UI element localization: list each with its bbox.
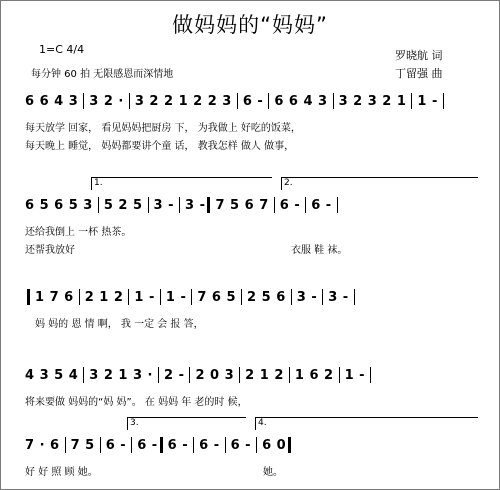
barline	[291, 289, 292, 305]
barline	[322, 289, 323, 305]
barline	[305, 197, 306, 213]
lyric-chorus-2: 将来要做 妈妈的“妈 妈”。 在 妈妈 年 老的时 候，	[25, 397, 248, 408]
barline	[129, 93, 130, 109]
measure: 7 5 6 7	[215, 197, 269, 213]
barline	[443, 93, 444, 109]
barline	[339, 367, 340, 383]
barline	[193, 437, 194, 453]
song-title: 做妈妈的“妈妈”	[172, 13, 328, 37]
measure: 6 0	[262, 437, 287, 453]
volta-bracket-2	[281, 177, 478, 190]
barline	[370, 367, 371, 383]
lyric-verse-2: 还帮我放好	[25, 245, 75, 256]
barline	[274, 197, 275, 213]
barline	[160, 289, 161, 305]
barline	[158, 367, 159, 383]
tempo-marking: 每分钟 60 拍 无限感恩而深情地	[31, 69, 174, 80]
lyric-verse-2-ending: 衣服 鞋 袜。	[291, 245, 348, 256]
measure: 4 3 5 4	[25, 367, 79, 383]
measure: 1 -	[344, 367, 366, 383]
volta-label: 4.	[258, 418, 267, 428]
key-signature: 1=C 4/4	[39, 43, 85, 56]
volta-bracket-4	[255, 417, 478, 430]
barline	[83, 367, 84, 383]
measure: 1 6 2	[294, 367, 334, 383]
lyric-verse-2: 每天晚上 睡觉， 妈妈都要讲个童 话， 教我怎样 做人 做事，	[25, 141, 295, 152]
measure: 1 -	[165, 289, 187, 305]
repeat-barline	[160, 437, 163, 453]
lyric-verse-1: 每天放学 回家， 看见妈妈把厨房 下， 为我做上 好吃的饭菜，	[25, 123, 301, 134]
staff-line-5	[25, 437, 296, 453]
measure: 2 5 6	[247, 289, 286, 305]
measure: 5 2 5	[103, 197, 143, 213]
measure: 1 -	[134, 289, 155, 305]
measure: 2 1 2	[245, 367, 284, 383]
measure: 6 -	[167, 437, 189, 453]
lyric-chorus-1: 妈 妈的 恩 情 啊， 我 一定 会 报 答，	[35, 319, 204, 330]
measure: 6 -	[199, 437, 220, 453]
volta-bracket-3	[127, 417, 246, 430]
staff-line-2	[25, 197, 343, 213]
measure: 7 6 5	[197, 289, 237, 305]
repeat-barline	[207, 197, 210, 213]
measure: 1 7 6	[35, 289, 74, 305]
measure: 3 2 ·	[89, 93, 124, 109]
measure: 6 6 4 3	[25, 93, 79, 109]
final-barline	[288, 437, 291, 453]
measure: 2 -	[164, 367, 185, 383]
lyricist-credit: 罗晓航 词	[395, 49, 443, 62]
measure: 6 -	[230, 437, 252, 453]
barline	[131, 437, 132, 453]
barline	[189, 367, 190, 383]
barline	[241, 289, 242, 305]
lyric-ending-3: 好 好 照 顾 她。	[25, 467, 98, 478]
lyric-ending-4: 她。	[263, 467, 283, 478]
measure: 6 -	[137, 437, 158, 453]
volta-label: 1.	[94, 178, 103, 188]
measure: 6 5 6 5 3	[25, 197, 93, 213]
measure: 3 -	[185, 197, 206, 213]
measure: 3 -	[328, 289, 349, 305]
barline	[411, 93, 412, 109]
staff-line-3	[25, 289, 360, 305]
barline	[79, 289, 80, 305]
barline	[237, 93, 238, 109]
barline	[337, 197, 338, 213]
measure: 3 -	[153, 197, 175, 213]
volta-label: 2.	[284, 178, 293, 188]
barline	[65, 437, 66, 453]
barline	[256, 437, 257, 453]
measure: 6 6 4 3	[274, 93, 328, 109]
repeat-start	[27, 289, 30, 305]
barline	[191, 289, 192, 305]
measure: 2 0 3	[195, 367, 235, 383]
barline	[148, 197, 149, 213]
barline	[225, 437, 226, 453]
barline	[333, 93, 334, 109]
volta-label: 3.	[130, 418, 139, 428]
staff-line-1	[25, 93, 449, 109]
barline	[83, 93, 84, 109]
staff-line-4	[25, 367, 376, 383]
volta-bracket-1	[91, 177, 272, 190]
barline	[179, 197, 180, 213]
barline	[354, 289, 355, 305]
barline	[239, 367, 240, 383]
barline	[128, 289, 129, 305]
barline	[100, 437, 101, 453]
measure: 6 -	[242, 93, 264, 109]
lyric-verse-1: 还给我倒上 一杯 热茶。	[25, 227, 132, 238]
measure: 3 2 1 3 ·	[89, 367, 153, 383]
barline	[289, 367, 290, 383]
barline	[268, 93, 269, 109]
measure: 7 · 6	[25, 437, 60, 453]
measure: 3 -	[296, 289, 318, 305]
measure: 2 1 2	[84, 289, 124, 305]
barline	[98, 197, 99, 213]
measure: 1 -	[417, 93, 438, 109]
composer-credit: 丁留强 曲	[395, 67, 443, 80]
measure: 3 2 2 1 2 2 3	[134, 93, 232, 109]
measure: 3 2 3 2 1	[338, 93, 407, 109]
measure: 6 -	[311, 197, 332, 213]
measure: 6 -	[279, 197, 301, 213]
measure: 7 5	[70, 437, 95, 453]
measure: 6 -	[105, 437, 127, 453]
